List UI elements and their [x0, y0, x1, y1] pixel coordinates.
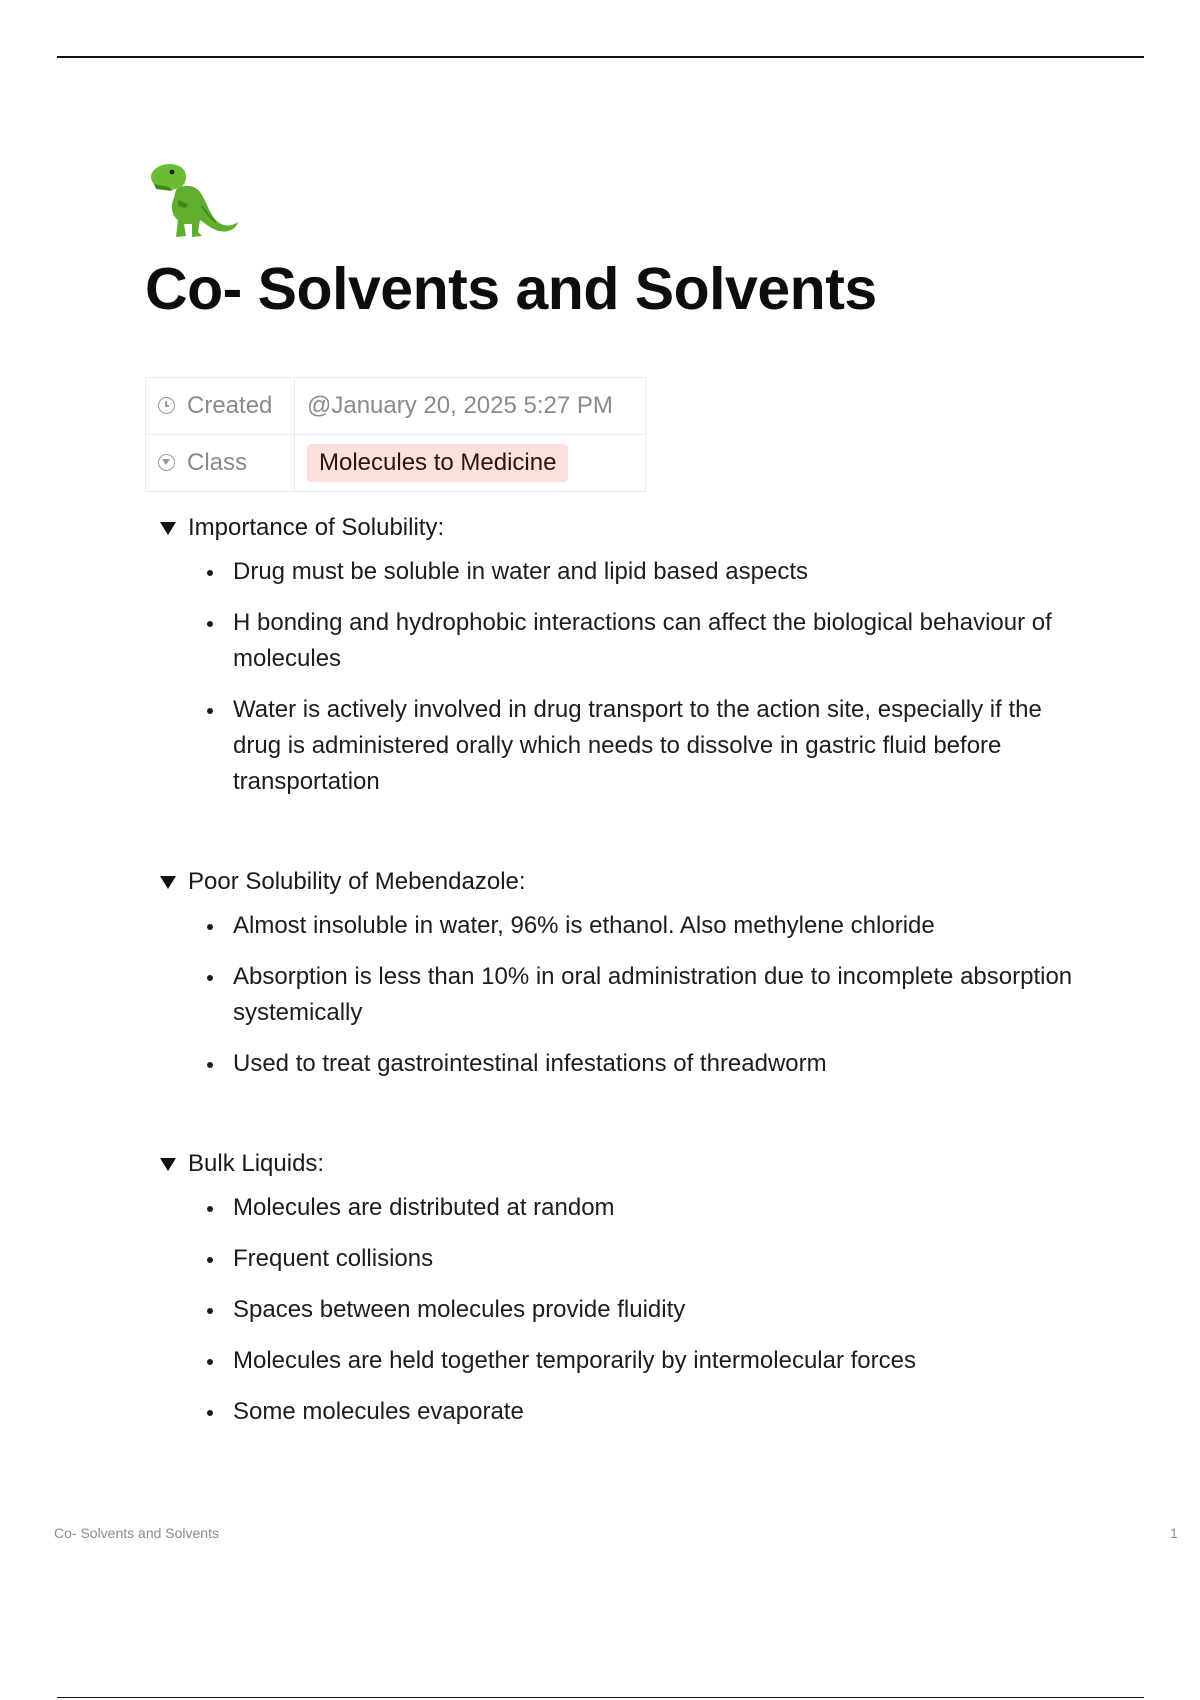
list-item: Molecules are distributed at random: [233, 1190, 1080, 1226]
list-item: Water is actively involved in drug transport to the action site, especially if the drug is administered orally which needs to dissolve in gastric fluid before transportation: [233, 692, 1080, 800]
list-item: Used to treat gastrointestinal infestations of threadworm: [233, 1046, 1080, 1082]
toggle-header[interactable]: [160, 510, 1080, 546]
toggle-block-bulk-liquids: [160, 1146, 1080, 1430]
toggle-block-poor-solubility-of-mebendazole: [160, 864, 1080, 1082]
page-title: Co- Solvents and Solvents: [145, 256, 877, 322]
property-key-created: [146, 378, 295, 435]
bullet-list: [160, 1190, 1080, 1430]
property-row-class: [146, 435, 646, 492]
toggle-header[interactable]: [160, 1146, 1080, 1182]
list-item: Frequent collisions: [233, 1241, 1080, 1277]
list-item: Almost insoluble in water, 96% is ethanol. Also methylene chloride: [233, 908, 1080, 944]
property-label: Created: [187, 392, 273, 419]
footer-page-number: 1: [1170, 1525, 1178, 1541]
t-rex-icon: [142, 160, 242, 244]
property-label: Class: [187, 449, 248, 476]
toggle-header[interactable]: [160, 864, 1080, 900]
bullet-list: [160, 908, 1080, 1082]
list-item: Molecules are held together temporarily by intermolecular forces: [233, 1343, 1080, 1379]
list-item: Some molecules evaporate: [233, 1394, 1080, 1430]
toggle-arrow-icon[interactable]: [160, 876, 176, 889]
toggle-heading: Bulk Liquids:: [188, 1150, 325, 1177]
list-item: H bonding and hydrophobic interactions can affect the biological behaviour of molecules: [233, 605, 1080, 677]
bottom-divider: [57, 1697, 1144, 1698]
class-tag[interactable]: Molecules to Medicine: [307, 444, 568, 482]
toggle-heading: Importance of Solubility:: [188, 514, 445, 541]
select-icon: [158, 454, 175, 471]
properties-table: [145, 377, 646, 492]
footer-doc-title: Co- Solvents and Solvents: [54, 1525, 219, 1541]
clock-icon: [158, 397, 175, 414]
created-value[interactable]: @January 20, 2025 5:27 PM: [295, 378, 646, 435]
class-value-cell[interactable]: [295, 435, 646, 492]
toggle-arrow-icon[interactable]: [160, 522, 176, 535]
toggle-arrow-icon[interactable]: [160, 1158, 176, 1171]
top-divider: [57, 56, 1144, 58]
bullet-list: [160, 554, 1080, 800]
list-item: Spaces between molecules provide fluidity: [233, 1292, 1080, 1328]
toggle-heading: Poor Solubility of Mebendazole:: [188, 868, 526, 895]
list-item: Absorption is less than 10% in oral administration due to incomplete absorption systemically: [233, 959, 1080, 1031]
property-key-class: [146, 435, 295, 492]
toggle-block-importance-of-solubility: [160, 510, 1080, 800]
page-content: [160, 510, 1080, 1494]
property-row-created: [146, 378, 646, 435]
list-item: Drug must be soluble in water and lipid based aspects: [233, 554, 1080, 590]
